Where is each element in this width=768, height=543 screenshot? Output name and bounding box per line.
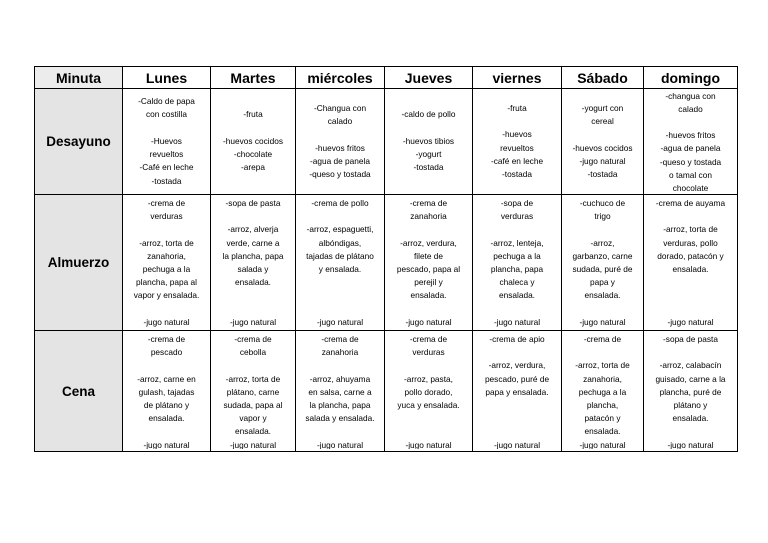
row-cena (35, 331, 738, 452)
row-label-desayuno: Desayuno (35, 89, 123, 195)
menu-cell-text: -sopa de pasta -arroz, calabacín guisado, carne a la plancha, puré de plátano y ensalada. -jugo natural (655, 334, 726, 449)
menu-cell-text: -fruta -huevos cocidos -chocolate -arepa (223, 109, 283, 173)
row-almuerzo (35, 195, 738, 331)
menu-cell-text: -crema de verduras -arroz, torta de zanahoria, pechuga a la plancha, papa al vapor y ensalada. -jugo natural (133, 198, 200, 327)
menu-cell-desayuno-lunes (123, 89, 211, 195)
menu-cell-desayuno-martes (211, 89, 296, 195)
menu-cell-text: -yogurt con cereal -huevos cocidos -jugo natural -tostada (572, 102, 633, 179)
menu-cell-text: -crema de pescado -arroz, carne en gulash, tajadas de plátano y ensalada. -jugo natural (137, 334, 196, 449)
row-desayuno (35, 89, 738, 195)
menu-cell-almuerzo-domingo (644, 195, 738, 331)
menu-cell-desayuno-miercoles (296, 89, 385, 195)
menu-cell-almuerzo-viernes (473, 195, 562, 331)
header-day-lunes: Lunes (123, 67, 211, 89)
menu-cell-cena-sabado (562, 331, 644, 452)
menu-cell-text: -Caldo de papa con costilla -Huevos revueltos -Café en leche -tostada (138, 96, 195, 186)
menu-cell-cena-lunes (123, 331, 211, 452)
menu-cell-text: -fruta -huevos revueltos -café en leche -tostada (490, 102, 544, 179)
header-row (35, 67, 738, 89)
menu-cell-text: -crema de zanahoria -arroz, ahuyama en salsa, carne a la plancha, papa salada y ensalada. -jugo natural (305, 334, 375, 449)
menu-cell-almuerzo-jueves (385, 195, 473, 331)
header-day-viernes: viernes (473, 67, 562, 89)
menu-cell-text: -crema de cebolla -arroz, torta de plátano, carne sudada, papa al vapor y ensalada. -jugo natural (223, 334, 283, 449)
menu-cell-almuerzo-sabado (562, 195, 644, 331)
menu-cell-text: -changua con calado -huevos fritos -agua de panela -queso y tostada o tamal con chocolate (659, 90, 722, 193)
menu-cell-text: -crema de apio -arroz, verdura, pescado, puré de papa y ensalada. -jugo natural (484, 334, 550, 449)
menu-cell-desayuno-viernes (473, 89, 562, 195)
header-day-miercoles: miércoles (296, 67, 385, 89)
menu-cell-cena-viernes (473, 331, 562, 452)
menu-cell-text: -Changua con calado -huevos fritos -agua de panela -queso y tostada (309, 102, 371, 179)
menu-cell-almuerzo-miercoles (296, 195, 385, 331)
menu-cell-almuerzo-martes (211, 195, 296, 331)
menu-cell-desayuno-sabado (562, 89, 644, 195)
menu-cell-cena-domingo (644, 331, 738, 452)
menu-cell-text: -cuchuco de trigo -arroz, garbanzo, carne sudada, puré de papa y ensalada. -jugo natural (572, 198, 633, 327)
menu-cell-almuerzo-lunes (123, 195, 211, 331)
weekly-menu-table (34, 66, 738, 452)
menu-cell-text: -crema de zanahoria -arroz, verdura, filete de pescado, papa al perejil y ensalada. -jugo natural (396, 198, 461, 327)
header-day-sabado: Sábado (562, 67, 644, 89)
menu-cell-cena-jueves (385, 331, 473, 452)
header-day-domingo: domingo (644, 67, 738, 89)
row-label-almuerzo: Almuerzo (35, 195, 123, 331)
header-day-jueves: Jueves (385, 67, 473, 89)
menu-cell-text: -crema de -arroz, torta de zanahoria, pechuga a la plancha, patacón y ensalada. -jugo natural (575, 334, 630, 449)
menu-cell-text: -crema de verduras -arroz, pasta, pollo dorado, yuca y ensalada. -jugo natural (397, 334, 460, 449)
header-day-martes: Martes (211, 67, 296, 89)
menu-cell-text: -sopa de verduras -arroz, lenteja, pechuga a la plancha, papa chaleca y ensalada. -jugo natural (490, 198, 544, 327)
menu-cell-cena-martes (211, 331, 296, 452)
menu-cell-text: -crema de auyama -arroz, torta de verduras, pollo dorado, patacón y ensalada. -jugo natural (655, 198, 726, 327)
menu-cell-text: -crema de pollo -arroz, espaguetti, albóndigas, tajadas de plátano y ensalada. -jugo natural (306, 198, 374, 327)
menu-cell-desayuno-jueves (385, 89, 473, 195)
menu-cell-desayuno-domingo (644, 89, 738, 195)
menu-cell-cena-miercoles (296, 331, 385, 452)
row-label-cena: Cena (35, 331, 123, 452)
menu-cell-text: -sopa de pasta -arroz, alverja verde, carne a la plancha, papa salada y ensalada. -jugo natural (222, 198, 284, 327)
menu-cell-text: -caldo de pollo -huevos tibios -yogurt -tostada (401, 109, 456, 173)
header-minuta: Minuta (35, 67, 123, 89)
